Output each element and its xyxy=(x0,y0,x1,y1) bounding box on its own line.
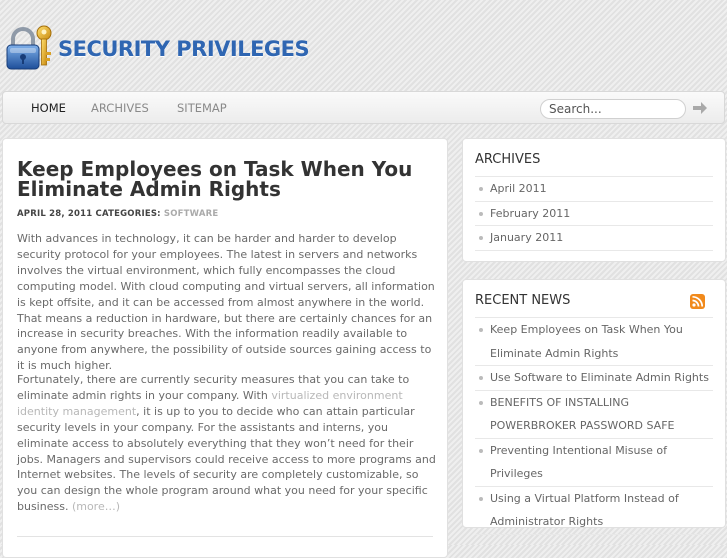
post-meta xyxy=(17,209,218,219)
recent-news-item[interactable]: Keep Employees on Task When You Eliminate Admin Rights xyxy=(475,317,713,365)
rss-icon[interactable] xyxy=(690,294,705,309)
archives-widget xyxy=(462,138,726,262)
post-title[interactable]: Keep Employees on Task When You Eliminate Admin Rights xyxy=(17,157,413,201)
padlock-key-icon xyxy=(4,24,56,72)
recent-news-item[interactable]: Preventing Intentional Misuse of Privileges xyxy=(475,438,713,486)
post-category-link[interactable]: SOFTWARE xyxy=(163,209,219,219)
post-paragraph-1: With advances in technology, it can be harder and harder to develop security protocol for your employees. The latest in servers and networks involves the virtual environment, which fully encompasses the cloud computing model. With cloud computing and virtual servers, all information is kept offsite, and it can be accessed from almost anywhere in the world. That means a reduction in hardware, but there are certainly chances for an increase in security breaches. With the information readily available to anyone from anywhere, the possibility of outside sources gaining access to it is much higher. xyxy=(17,232,435,373)
recent-news-item[interactable]: BENEFITS OF INSTALLING POWERBROKER PASSWORD SAFE xyxy=(475,390,713,438)
recent-news-item[interactable]: Using a Virtual Platform Instead of Administrator Rights xyxy=(475,486,713,534)
nav-archives[interactable]: ARCHIVES xyxy=(91,101,149,115)
arrow-right-icon[interactable] xyxy=(692,101,708,115)
paragraph-2-end: , it is up to you to decide who can attain particular security levels in your company. For the assistants and interns, you eliminate access to absolutely everything that they won’t need for their jobs. Managers and supervisors could receive access to more programs and Internet websites. The levels of security are completely customizable, so you can design the whole program around what you need for your specific business. xyxy=(17,404,436,514)
post-paragraph-2 xyxy=(17,372,437,515)
recent-news-item[interactable]: Use Software to Eliminate Admin Rights xyxy=(475,365,713,390)
post-date: APRIL 28, 2011 xyxy=(17,209,93,219)
read-more-link[interactable]: (more…) xyxy=(71,500,121,514)
nav-home[interactable]: HOME xyxy=(31,101,66,115)
recent-news-title: RECENT NEWS xyxy=(475,293,571,308)
search-input[interactable] xyxy=(540,99,686,119)
categories-label: CATEGORIES: xyxy=(95,209,161,219)
nav-sitemap[interactable]: SITEMAP xyxy=(177,101,227,115)
paragraph-2-start: Fortunately, there are currently security measures that you can take to eliminate admin rights in your company. With xyxy=(17,373,410,402)
site-logo[interactable] xyxy=(4,24,309,72)
archives-title: ARCHIVES xyxy=(475,152,541,167)
archive-item[interactable]: January 2011 xyxy=(475,225,713,250)
site-title: SECURITY PRIVILEGES xyxy=(58,37,310,61)
site-header xyxy=(0,0,727,90)
main-navigation xyxy=(2,91,725,124)
archive-item[interactable]: April 2011 xyxy=(475,176,713,201)
identity-management-link[interactable]: virtualized environment identity management xyxy=(17,388,403,418)
recent-news-list xyxy=(475,317,713,535)
post-divider xyxy=(17,536,433,537)
archive-item[interactable]: February 2011 xyxy=(475,201,713,226)
archives-list xyxy=(475,176,713,251)
recent-news-widget xyxy=(462,279,726,528)
post-container xyxy=(2,138,448,558)
